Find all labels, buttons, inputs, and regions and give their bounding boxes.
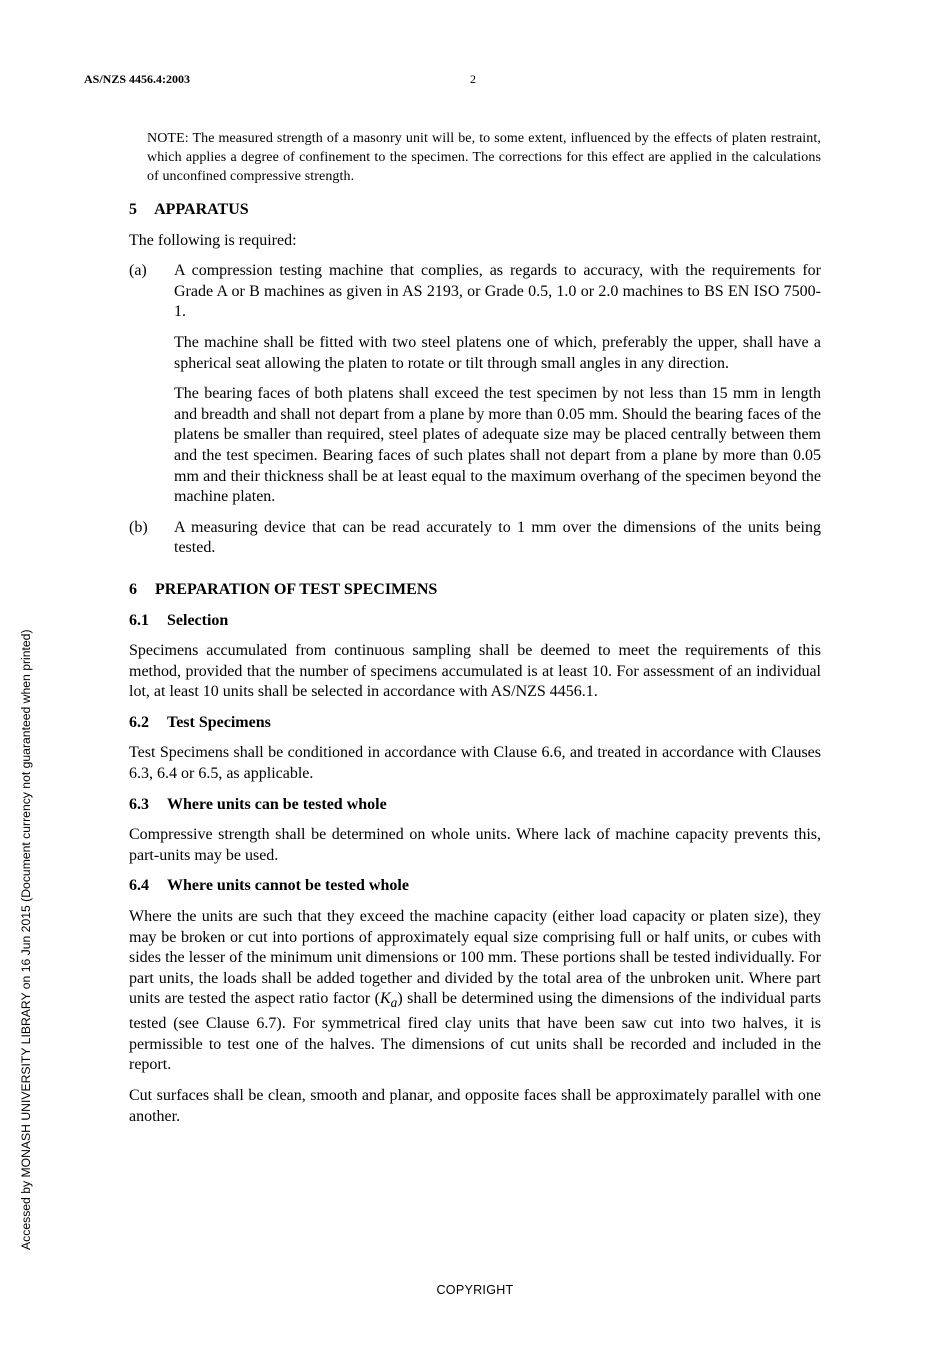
subsection-title: Selection — [167, 611, 229, 629]
list-item-body — [174, 261, 821, 508]
section-number: 6 — [129, 580, 137, 598]
subsection-number: 6.2 — [129, 713, 149, 731]
text-run: Where the units are such that they exceed the machine capacity (either load capacity or platen size), they may be broken or cut into portions of approximately equal size comprising full or half units, or cubes with sides the lesser of the minimum unit dimensions or 100 mm. These portions shall be tested individually. For part units, the loads shall be added together and divided by the total area of the unbroken unit. Where part units are tested the aspect ratio factor ( — [129, 908, 821, 1008]
standard-designation: AS/NZS 4456.4:2003 — [84, 72, 191, 86]
page-number: 2 — [470, 72, 476, 86]
subsection-6-1-heading — [129, 611, 821, 632]
subsection-number: 6.3 — [129, 795, 149, 813]
subsection-title: Test Specimens — [167, 713, 271, 731]
document-body — [129, 129, 821, 1137]
subsection-title: Where units can be tested whole — [167, 795, 387, 813]
subsection-6-2-heading — [129, 713, 821, 734]
text-run: ) shall be determined using the dimensions of the individual parts tested (see Clause 6.7). For symmetrical fired clay units that have been saw cut into two halves, it is permissible to test one of the halves. The dimensions of cut units shall be recorded and included in the report. — [129, 990, 821, 1074]
subsection-number: 6.4 — [129, 877, 149, 895]
paragraph: A measuring device that can be read accurately to 1 mm over the dimensions of the units being tested. — [174, 518, 821, 557]
subsection-number: 6.1 — [129, 611, 149, 629]
section-title: APPARATUS — [154, 201, 249, 218]
section-5-intro: The following is required: — [129, 231, 297, 249]
section-number: 5 — [129, 201, 137, 218]
list-label: (b) — [129, 518, 148, 536]
list-label: (a) — [129, 262, 147, 280]
subsection-6-4-heading — [129, 876, 821, 897]
section-6-heading — [129, 580, 821, 601]
aspect-ratio-symbol: K — [380, 990, 391, 1008]
subsection-6-4-text — [129, 907, 821, 1076]
list-item-body — [174, 518, 821, 559]
aspect-ratio-subscript: a — [390, 995, 398, 1011]
subsection-6-2-text: Test Specimens shall be conditioned in accordance with Clause 6.6, and treated in accordance with Clauses 6.3, 6.4 or 6.5, as applicable. — [129, 744, 821, 783]
note-paragraph: NOTE: The measured strength of a masonry unit will be, to some extent, influenced by the effects of platen restraint, which applies a degree of confinement to the specimen. The corrections for this effect are applied in the calculations of unconfined compressive strength. — [147, 131, 821, 184]
list-item-a — [129, 261, 821, 508]
subsection-title: Where units cannot be tested whole — [167, 877, 409, 895]
paragraph: A compression testing machine that complies, as regards to accuracy, with the requirements for Grade A or B machines as given in AS 2193, or Grade 0.5, 1.0 or 2.0 machines to BS EN ISO 7500-1. — [174, 262, 821, 321]
subsection-6-4-text-2: Cut surfaces shall be clean, smooth and planar, and opposite faces shall be approximately parallel with one another. — [129, 1086, 821, 1125]
section-title: PREPARATION OF TEST SPECIMENS — [155, 580, 438, 598]
section-5-heading — [129, 200, 821, 221]
subsection-6-3-heading — [129, 795, 821, 816]
paragraph: The bearing faces of both platens shall exceed the test specimen by not less than 15 mm in length and breadth and shall not depart from a plane by more than 0.05 mm. Should the bearing faces of the platens be smaller than required, steel plates of adequate size may be placed centrally between them and the test specimen. Bearing faces of such plates shall not depart from a plane by more than 0.05 mm and their thickness shall be at least equal to the maximum overhang of the specimen beyond the machine platen. — [174, 385, 821, 506]
access-watermark-text: Accessed by MONASH UNIVERSITY LIBRARY on 16 Jun 2015 (Document currency not guaranteed when printed) — [19, 629, 33, 1250]
subsection-6-1-text: Specimens accumulated from continuous sampling shall be deemed to meet the requirements of this method, provided that the number of specimens accumulated is at least 10. For assessment of an individual lot, at least 10 units shall be selected in accordance with AS/NZS 4456.1. — [129, 642, 821, 701]
subsection-6-3-text: Compressive strength shall be determined on whole units. Where lack of machine capacity prevents this, part-units may be used. — [129, 826, 821, 864]
paragraph: The machine shall be fitted with two steel platens one of which, preferably the upper, shall have a spherical seat allowing the platen to rotate or tilt through small angles in any direction. — [174, 333, 821, 372]
copyright-footer: COPYRIGHT — [436, 1283, 514, 1297]
list-item-b — [129, 518, 821, 559]
